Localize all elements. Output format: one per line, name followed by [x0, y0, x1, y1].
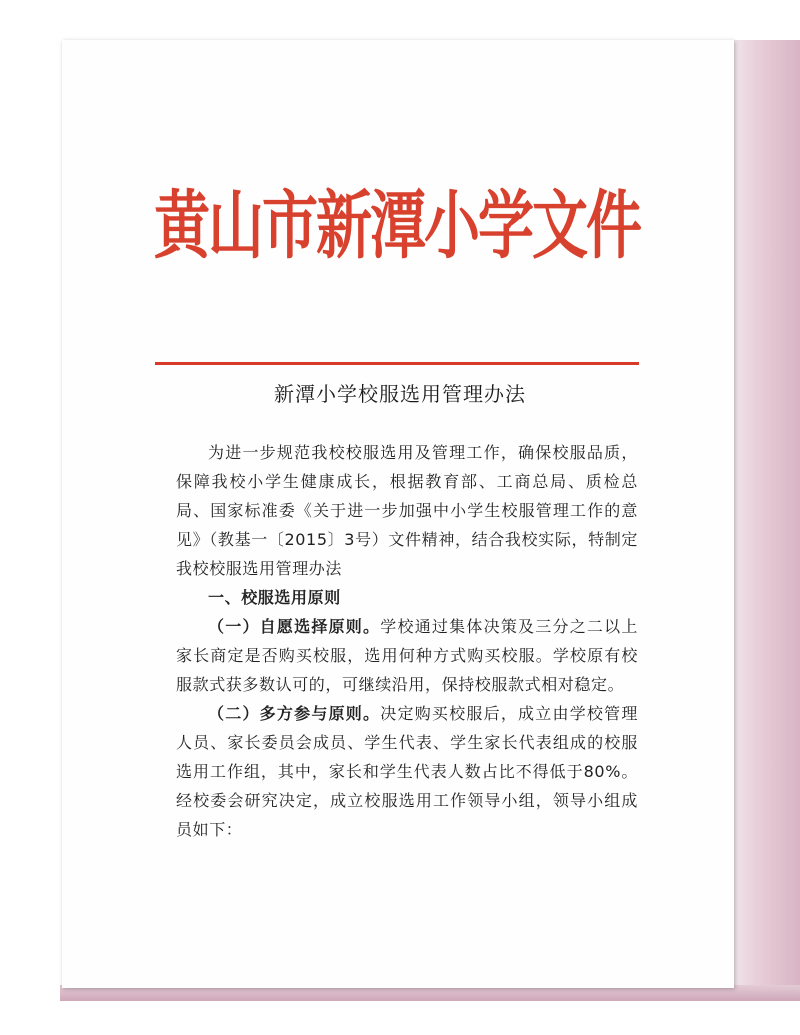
item-2-paragraph: [176, 699, 638, 844]
item-1-text: 学校通过集体决策及三分之二以上家长商定是否购买校服，选用何种方式购买校服。学校原有校服款式获多数认可的，可继续沿用，保持校服款式相对稳定。: [176, 617, 638, 694]
item-1-label: （一）自愿选择原则。: [208, 617, 381, 636]
intro-paragraph: 为进一步规范我校校服选用及管理工作，确保校服品质，保障我校小学生健康成长，根据教育部、工商总局、质检总局、国家标准委《关于进一步加强中小学生校服管理工作的意见》（教基一〔2015〕3号）文件精神，结合我校实际，特制定我校校服选用管理办法: [176, 443, 638, 578]
document-title: 新潭小学校服选用管理办法: [274, 382, 526, 406]
item-1-paragraph: [176, 612, 638, 699]
item-2-text: 决定购买校服后，成立由学校管理人员、家长委员会成员、学生代表、学生家长代表组成的校服选用工作组，其中，家长和学生代表人数占比不得低于80%。经校委会研究决定，成立校服选用工作领导小组，领导小组成员如下：: [176, 704, 638, 839]
background-fabric-right: [728, 40, 800, 1000]
item-2-label: （二）多方参与原则。: [208, 704, 381, 723]
letterhead-title: 黄山市新潭小学文件: [154, 182, 640, 270]
section-heading: 一、校服选用原则: [208, 588, 341, 607]
letterhead-divider: [155, 362, 639, 365]
document-body: [176, 438, 638, 844]
